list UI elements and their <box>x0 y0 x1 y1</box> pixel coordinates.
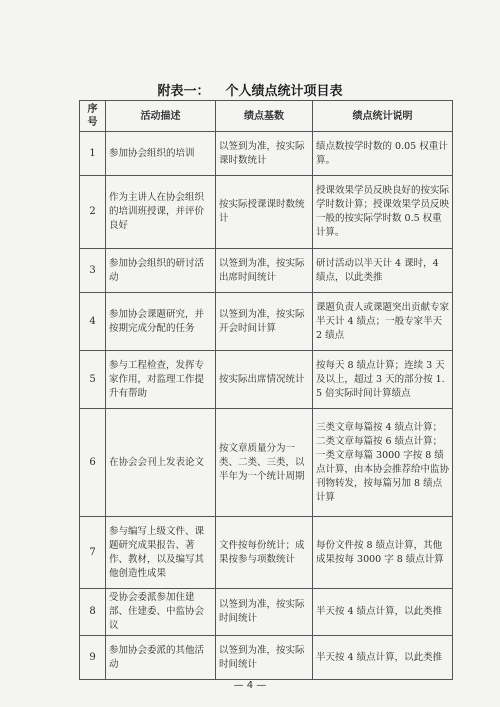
row-note: 按每天 8 绩点计算；连续 3 天及以上，超过 3 天的部分按 1.5 倍实际时间计算绩点 <box>313 351 453 409</box>
row-note: 半天按 4 绩点计算，以此类推 <box>313 589 453 636</box>
row-base: 以签到为准，按实际时间统计 <box>216 636 313 680</box>
row-note: 授课效果学员反映良好的按实际学时数计算；授课效果学员反映一般的按实际学时数 0.5 权重计算。 <box>313 176 453 249</box>
row-note: 每份文件按 8 绩点计算，其他成果按每 3000 字 8 绩点计算 <box>313 517 453 589</box>
row-note: 研讨活动以半天计 4 课时，4 绩点，以此类推 <box>313 249 453 293</box>
title-main: 个人绩点统计项目表 <box>225 84 343 99</box>
table-row <box>80 351 453 409</box>
row-base: 文件按每份统计；成果按参与项数统计 <box>216 517 313 589</box>
row-base: 以签到为准，按实际课时数统计 <box>216 132 313 176</box>
row-note: 绩点数按学时数的 0.05 权重计算。 <box>313 132 453 176</box>
table-row <box>80 636 453 680</box>
row-serial: 8 <box>80 589 106 636</box>
row-activity: 在协会会刊上发表论文 <box>106 409 216 517</box>
row-serial: 5 <box>80 351 106 409</box>
row-base: 以签到为准，按实际出席时间统计 <box>216 249 313 293</box>
table-row <box>80 409 453 517</box>
row-base: 按文章质量分为一类、二类、三类，以半年为一个统计周期 <box>216 409 313 517</box>
row-serial: 9 <box>80 636 106 680</box>
header-note: 绩点统计说明 <box>313 101 453 132</box>
row-activity: 受协会委派参加住建部、住建委、中监协会议 <box>106 589 216 636</box>
row-activity: 参加协会课题研究，并按期完成分配的任务 <box>106 293 216 351</box>
row-base: 以签到为准，按实际开会时间计算 <box>216 293 313 351</box>
row-base: 按实际出席情况统计 <box>216 351 313 409</box>
row-serial: 2 <box>80 176 106 249</box>
table-row <box>80 176 453 249</box>
row-activity: 参加协会组织的培训 <box>106 132 216 176</box>
row-serial: 3 <box>80 249 106 293</box>
table-row <box>80 589 453 636</box>
row-activity: 参与编写上级文件、课题研究成果报告、著作、教材，以及编写其他创造性成果 <box>106 517 216 589</box>
appendix-label: 附表一： <box>157 84 210 99</box>
header-base: 绩点基数 <box>216 101 313 132</box>
points-statistics-table <box>79 100 453 680</box>
table-title <box>0 80 500 99</box>
row-serial: 7 <box>80 517 106 589</box>
row-base: 以签到为准，按实际时间统计 <box>216 589 313 636</box>
row-note: 课题负责人或课题突出贡献专家半天计 4 绩点；一般专家半天 2 绩点 <box>313 293 453 351</box>
row-base: 按实际授课课时数统计 <box>216 176 313 249</box>
table-row <box>80 132 453 176</box>
row-serial: 1 <box>80 132 106 176</box>
row-note: 三类文章每篇按 4 绩点计算；二类文章每篇按 6 绩点计算；一类文章每篇 3000 字按 8 绩点计算，由本协会推荐给中监协刊物转发，按每篇另加 8 绩点计算 <box>313 409 453 517</box>
table-row <box>80 517 453 589</box>
row-activity: 参与工程检查，发挥专家作用，对监理工作提升有帮助 <box>106 351 216 409</box>
row-note: 半天按 4 绩点计算，以此类推 <box>313 636 453 680</box>
table-row <box>80 249 453 293</box>
header-activity: 活动描述 <box>106 101 216 132</box>
page-number: — 4 — <box>233 680 267 691</box>
row-activity: 作为主讲人在协会组织的培训班授课，并评价良好 <box>106 176 216 249</box>
row-activity: 参加协会组织的研讨活动 <box>106 249 216 293</box>
table-header-row <box>80 101 453 132</box>
table-row <box>80 293 453 351</box>
row-activity: 参加协会委派的其他活动 <box>106 636 216 680</box>
row-serial: 4 <box>80 293 106 351</box>
row-serial: 6 <box>80 409 106 517</box>
header-serial: 序号 <box>80 101 106 132</box>
